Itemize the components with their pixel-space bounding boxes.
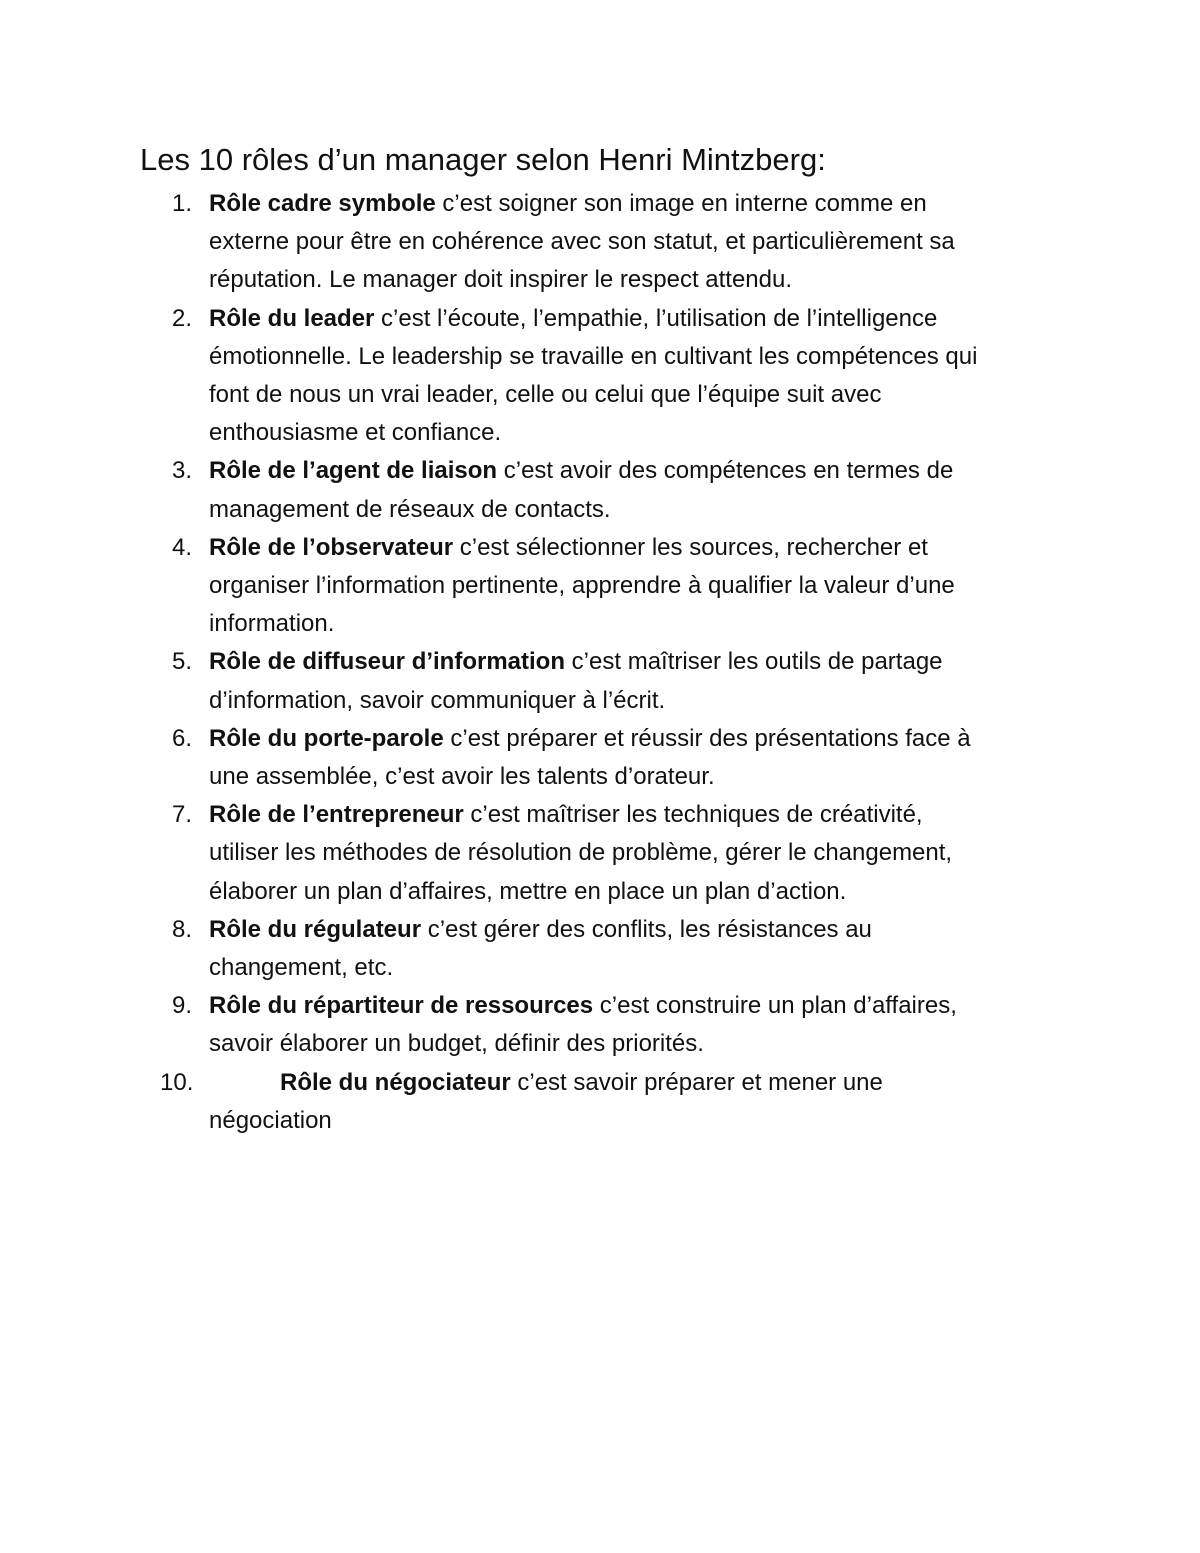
- role-term: Rôle du leader: [209, 304, 375, 332]
- role-description-text: c’est gérer des conflits, les résistances au: [421, 915, 872, 943]
- document-title: Les 10 rôles d’un manager selon Henri Mintzberg:: [140, 142, 826, 177]
- role-description-line: utiliser les méthodes de résolution de problème, gérer le changement,: [209, 839, 953, 867]
- role-description-line: élaborer un plan d’affaires, mettre en place un plan d’action.: [209, 877, 847, 905]
- role-description-line: enthousiasme et confiance.: [209, 419, 502, 447]
- role-item: [0, 720, 1200, 796]
- role-number: 4.: [172, 533, 193, 561]
- role-description-line: font de nous un vrai leader, celle ou celui que l’équipe suit avec: [209, 381, 882, 409]
- role-item: [0, 529, 1200, 644]
- role-description-line: [209, 720, 1080, 758]
- role-number: 8.: [172, 915, 193, 943]
- role-number: 3.: [172, 457, 193, 485]
- role-description-line: [209, 911, 1080, 949]
- role-item: [0, 911, 1200, 987]
- role-description-text: c’est maîtriser les techniques de créativité,: [463, 801, 923, 829]
- role-description-line: [209, 529, 1080, 567]
- role-number: 10.: [160, 1068, 194, 1096]
- role-item: [0, 643, 1200, 719]
- role-term: Rôle de l’observateur: [209, 533, 454, 561]
- role-description-text: c’est savoir préparer et mener une: [510, 1068, 883, 1096]
- role-item: [0, 796, 1200, 911]
- role-description-line: savoir élaborer un budget, définir des priorités.: [209, 1030, 704, 1058]
- role-description-text: c’est soigner son image en interne comme en: [435, 190, 927, 217]
- role-term: Rôle du porte-parole: [209, 724, 444, 752]
- role-description-text: c’est maîtriser les outils de partage: [565, 648, 943, 676]
- role-item: [0, 300, 1200, 453]
- role-description-line: [209, 1064, 1080, 1102]
- role-description-line: [209, 300, 1080, 338]
- role-item: [0, 1064, 1200, 1140]
- role-description-line: management de réseaux de contacts.: [209, 495, 611, 523]
- role-item: [0, 185, 1200, 300]
- role-term: Rôle cadre symbole: [209, 190, 436, 217]
- role-term: Rôle du répartiteur de ressources: [209, 992, 594, 1020]
- role-description-text: c’est sélectionner les sources, rechercher et: [453, 533, 928, 561]
- role-description-text: c’est avoir des compétences en termes de: [497, 457, 954, 485]
- role-description-line: [209, 796, 1080, 834]
- role-term: Rôle de l’entrepreneur: [209, 801, 464, 829]
- role-description-text: c’est l’écoute, l’empathie, l’utilisation de l’intelligence: [374, 304, 938, 332]
- role-description-line: émotionnelle. Le leadership se travaille en cultivant les compétences qui: [209, 342, 978, 370]
- role-description-line: une assemblée, c’est avoir les talents d’orateur.: [209, 763, 715, 791]
- role-description-line: négociation: [209, 1106, 332, 1134]
- role-term: Rôle de diffuseur d’information: [209, 648, 566, 676]
- role-description-line: externe pour être en cohérence avec son statut, et particulièrement sa: [209, 228, 955, 256]
- role-description-text: c’est construire un plan d’affaires,: [593, 992, 957, 1020]
- role-number: 1.: [172, 190, 193, 217]
- roles-list: [0, 185, 1200, 1140]
- role-term: Rôle du négociateur: [280, 1068, 511, 1096]
- role-number: 5.: [172, 648, 193, 676]
- role-description-line: information.: [209, 610, 335, 638]
- role-item: [0, 452, 1200, 528]
- role-item: [0, 987, 1200, 1063]
- role-number: 6.: [172, 724, 193, 752]
- role-description-line: changement, etc.: [209, 954, 394, 982]
- role-term: Rôle de l’agent de liaison: [209, 457, 498, 485]
- role-description-line: [209, 643, 1080, 681]
- role-description-line: [209, 987, 1080, 1025]
- role-number: 2.: [172, 304, 193, 332]
- role-description-line: [209, 452, 1080, 490]
- role-description-line: d’information, savoir communiquer à l’écrit.: [209, 686, 666, 714]
- role-description-line: [209, 185, 1080, 223]
- role-term: Rôle du régulateur: [209, 915, 422, 943]
- role-description-line: réputation. Le manager doit inspirer le respect attendu.: [209, 266, 793, 294]
- role-description-line: organiser l’information pertinente, apprendre à qualifier la valeur d’une: [209, 572, 955, 600]
- role-description-text: c’est préparer et réussir des présentations face à: [443, 724, 971, 752]
- role-number: 9.: [172, 992, 193, 1020]
- role-number: 7.: [172, 801, 193, 829]
